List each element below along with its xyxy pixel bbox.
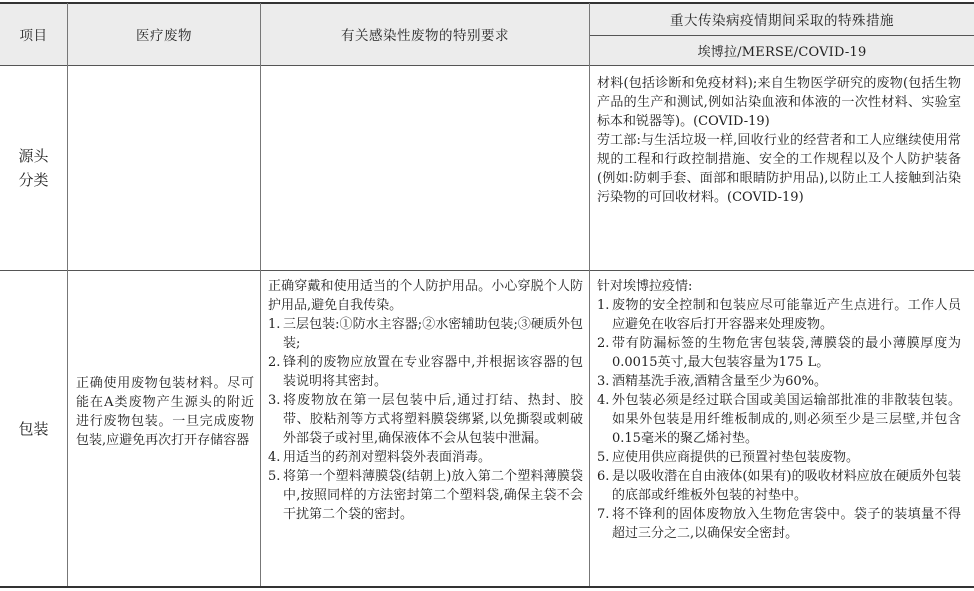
row1-medical-waste xyxy=(68,66,260,270)
header-medical-waste: 医疗废物 xyxy=(136,28,192,44)
row1-special-measures xyxy=(597,74,961,207)
row-label-packaging: 包装 xyxy=(18,419,49,438)
list-item: 3. 酒精基洗手液,酒精含量至少为60%。 xyxy=(597,374,828,389)
special-measures-paragraph: 材料(包括诊断和免疫材料);来自生物医学研究的废物(包括生物产品的生产和测试,例如沾染血液和体液的一次性材料、实验室标本和锐器等)。(COVID-19) xyxy=(597,76,961,129)
header-item: 项目 xyxy=(19,28,48,44)
header-special-measures-sub: 埃博拉/MERSE/COVID-19 xyxy=(697,45,867,60)
special-measures-list xyxy=(597,296,961,543)
list-item: 2. 锋利的废物应放置在专业容器中,并根据该容器的包装说明将其密封。 xyxy=(268,355,583,389)
list-item: 6. 是以吸收潜在自由液体(如果有)的吸收材料应放在硬质外包装的底部或纤维板外包装的衬垫中。 xyxy=(597,469,961,503)
row-divider xyxy=(0,270,974,271)
list-item: 5. 将第一个塑料薄膜袋(结朝上)放入第二个塑料薄膜袋中,按照同样的方法密封第二个塑料袋,确保主袋不会干扰第二个袋的密封。 xyxy=(268,469,583,522)
row2-medical-waste: 正确使用废物包装材料。尽可能在A类废物产生源头的附近进行废物包装。一旦完成废物包装,应避免再次打开存储容器 xyxy=(76,376,254,448)
list-item: 3. 将废物放在第一层包装中后,通过打结、热封、胶带、胶粘剂等方式将塑料膜袋绑紧,以免撕裂或刺破外部袋子或衬里,确保液体不会从包装中泄漏。 xyxy=(268,393,583,446)
header-infectious-requirements: 有关感染性废物的特别要求 xyxy=(341,28,509,44)
special-measures-intro: 针对埃博拉疫情: xyxy=(597,279,693,294)
infectious-intro: 正确穿戴和使用适当的个人防护用品。小心穿脱个人防护用品,避免自我传染。 xyxy=(268,279,583,313)
list-item: 4. 外包装必须是经过联合国或美国运输部批准的非散装包装。如果外包装是用纤维板制成的,则必须至少是三层壁,并包含0.15毫米的聚乙烯衬垫。 xyxy=(597,393,961,446)
table-bottom-rule xyxy=(0,586,974,588)
row-label-source-classification: 源头 分类 xyxy=(18,147,49,189)
infectious-list xyxy=(268,315,583,524)
row2-special-measures xyxy=(597,277,961,543)
row1-infectious-requirements xyxy=(261,66,589,270)
col-divider-3 xyxy=(589,3,590,586)
list-item: 2. 带有防漏标签的生物危害包装袋,薄膜袋的最小薄膜厚度为0.0015英寸,最大包装容量为175 L。 xyxy=(597,336,961,370)
header-special-measures: 重大传染病疫情期间采取的特殊措施 xyxy=(670,13,894,29)
list-item: 1. 三层包装:①防水主容器;②水密辅助包装;③硬质外包装; xyxy=(268,317,583,351)
special-measures-paragraph: 劳工部:与生活垃圾一样,回收行业的经营者和工人应继续使用常规的工程和行政控制措施、安全的工作规程以及个人防护装备(例如:防刺手套、面部和眼睛防护用品),以防止工人接触到沾染污染物的可回收材料。(COVID-19) xyxy=(597,133,961,205)
list-item: 5. 应使用供应商提供的已预置衬垫包装废物。 xyxy=(597,450,860,465)
list-item: 7. 将不锋利的固体废物放入生物危害袋中。袋子的装填量不得超过三分之二,以确保安全密封。 xyxy=(597,507,961,541)
list-item: 4. 用适当的药剂对塑料袋外表面消毒。 xyxy=(268,450,492,465)
list-item: 1. 废物的安全控制和包装应尽可能靠近产生点进行。工作人员应避免在收容后打开容器来处理废物。 xyxy=(597,298,961,332)
row2-infectious-requirements xyxy=(268,277,583,524)
